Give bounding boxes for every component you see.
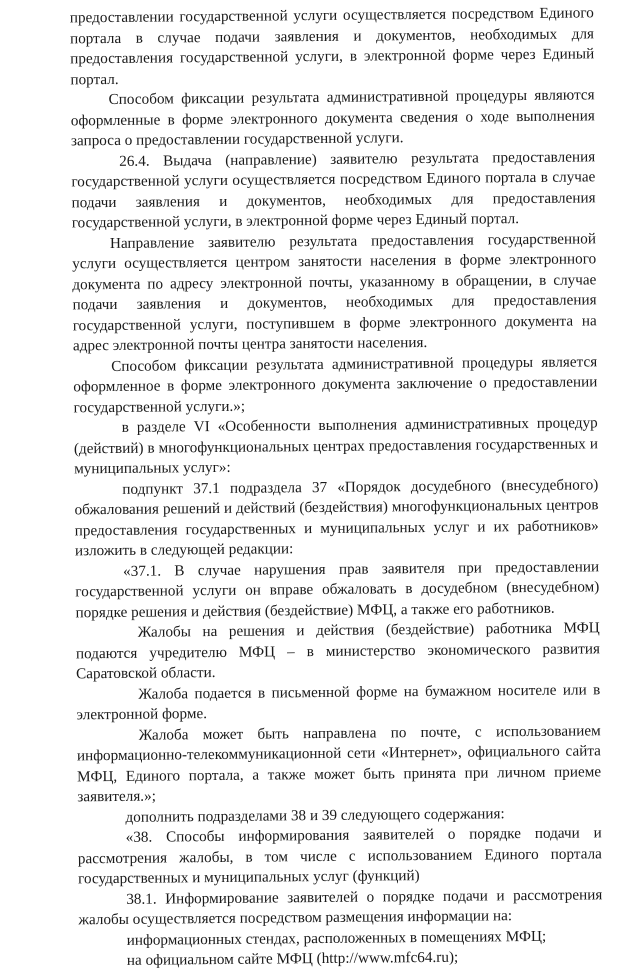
paragraph: на официальном сайте МФЦ (http://www.mfc64.ru); xyxy=(126,948,459,969)
paragraph: Жалоба подается в письменной форме на бумажном носителе или в электронной форме. xyxy=(76,680,601,724)
paragraph: Жалоба может быть направлена по почте, с использованием информационно-телекоммуникационной сети «Интернет», официального сайта МФЦ, Единого портала, а также может быть принята при личном приеме заявителя.»; xyxy=(76,721,602,806)
paragraph: «37.1. В случае нарушения прав заявителя при предоставлении государственной услуги он вправе обжаловать в досудебном (внесудебном) порядке решения и действия (бездействие) МФЦ, а также его работников. xyxy=(75,557,600,621)
paragraph: подпункт 37.1 подраздела 37 «Порядок досудебного (внесудебного) обжалования решений и действий (бездействия) многофункциональных центров предоставления государственных и муниципальных услуг и их работников» изложить в следующей редакции: xyxy=(74,475,599,560)
paragraph: 26.4. Выдача (направление) заявителю результата предоставления государственной услуги осуществляется посредством Единого портала в случае подачи заявления и документов, необходимых для предоставления государственной услуги, в электронной форме через Единый портал. xyxy=(71,147,596,232)
paragraph: в разделе VI «Особенности выполнения административных процедур (действий) в многофункциональных центрах предоставления государственных и муниципальных услуг»: xyxy=(73,414,599,478)
paragraph: информационных стендах, расположенных в помещениях МФЦ; xyxy=(126,927,547,949)
paragraph: Направление заявителю результата предоставления государственной услуги осуществляется центром занятости населения в форме электронного документа по адресу электронной почты, указанному в обращении, в случае подачи заявления и документов, необходимых для предоставления государственной услуги, поступившем в форме электронного документа на адрес электронной почты центра занятости населения. xyxy=(72,229,597,355)
paragraph: 38.1. Информирование заявителей о порядке подачи и рассмотрения жалобы осуществляется посредством размещения информации на: xyxy=(78,885,603,929)
paragraph: дополнить подразделами 38 и 39 следующего содержания: xyxy=(125,804,505,826)
document-body xyxy=(70,3,603,971)
paragraph: Способом фиксации результата административной процедуры является оформленное в форме электронного документа заключение о предоставлении государственной услуги.»; xyxy=(73,352,598,416)
paragraph: Способом фиксации результата административной процедуры являются оформленные в форме электронного документа сведения о ходе выполнения запроса о предоставлении государственной услуги. xyxy=(70,86,595,150)
paragraph: «38. Способы информирования заявителей о порядке подачи и рассмотрения жалобы, в том числе с использованием Единого портала государственных и муниципальных услуг (функций) xyxy=(77,824,602,888)
paragraph: Жалобы на решения и действия (бездействие) работника МФЦ подаются учредителю МФЦ – в министерство экономического развития Саратовской области. xyxy=(75,619,600,683)
paragraph: предоставлении государственной услуги осуществляется посредством Единого портала в случае подачи заявления и документов, необходимых для предоставления государственной услуги, в электронной форме через Единый портал. xyxy=(69,4,595,88)
